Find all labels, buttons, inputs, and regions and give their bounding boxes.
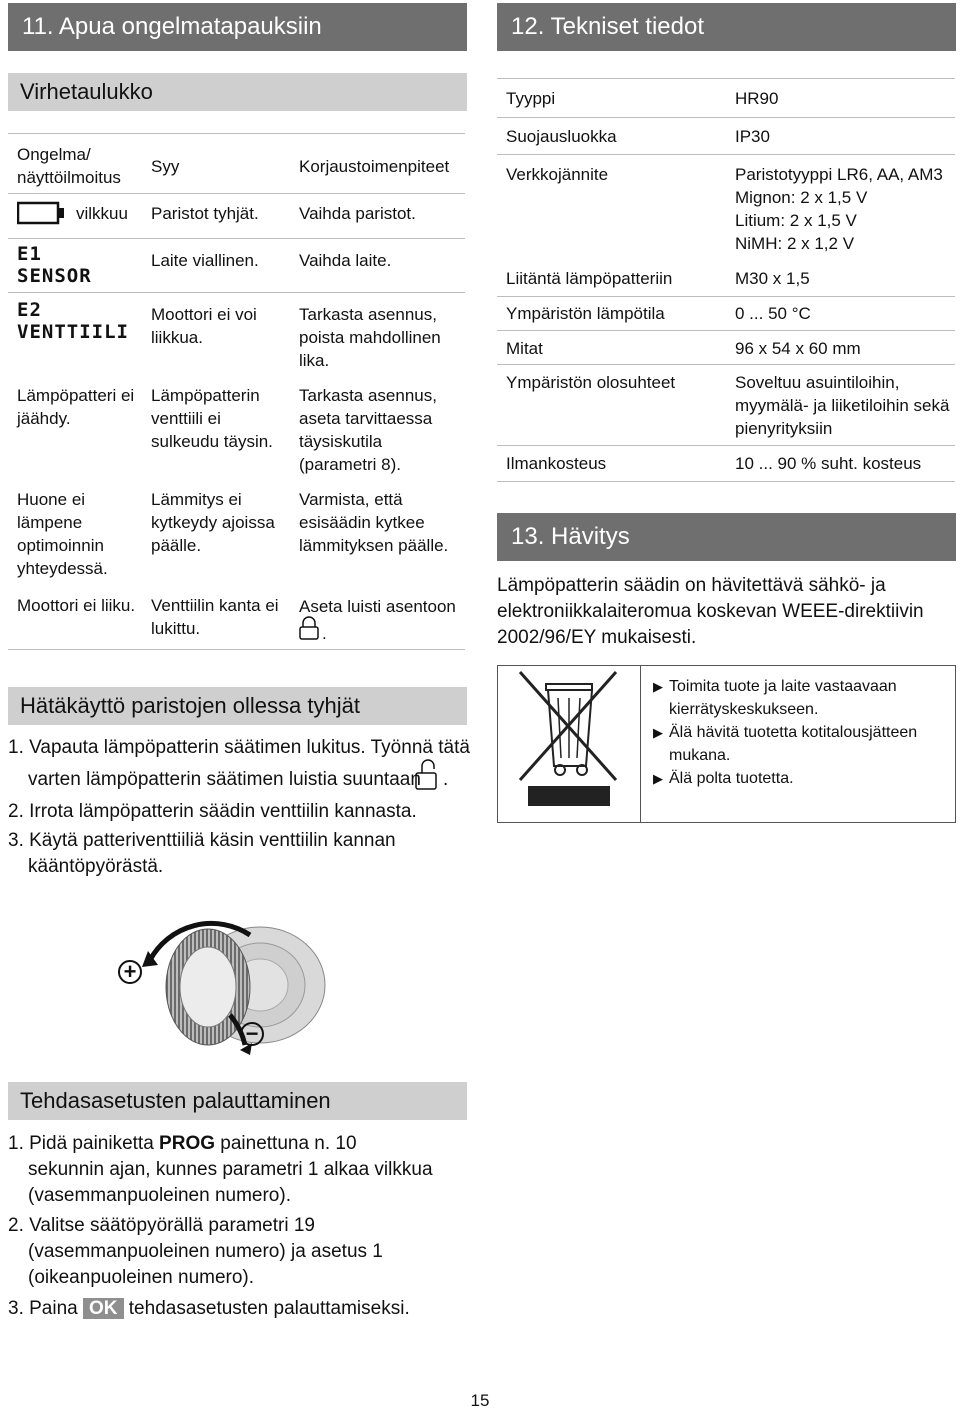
ok-key: OK xyxy=(83,1298,124,1319)
factory-step-1 xyxy=(8,1131,357,1157)
lcd-error-text: SENSOR xyxy=(17,265,92,287)
spec-value: Mignon: 2 x 1,5 V xyxy=(735,188,868,207)
col-header-fix: Korjaustoimenpiteet xyxy=(299,157,450,176)
disposal-text-line: elektroniikkalaiteromua koskevan WEEE-direktiivin xyxy=(497,601,924,622)
factory-step-1-l2: sekunnin ajan, kunnes parametri 1 alkaa vilkkua xyxy=(28,1159,433,1180)
spec-value: HR90 xyxy=(735,89,779,108)
emergency-step-2: 2. Irrota lämpöpatterin säädin venttiilin kannasta. xyxy=(8,801,417,822)
lcd-error-code: E2 xyxy=(17,299,42,321)
factory-step-3-text-end: tehdasasetusten palauttamiseksi. xyxy=(123,1298,410,1319)
table-row-cause: Lämpöpatterin venttiili ei sulkeudu täysin. xyxy=(151,386,273,451)
factory-step-2-l2: (vasemmanpuoleinen numero) ja asetus 1 xyxy=(28,1241,383,1262)
minus-icon: − xyxy=(240,1022,264,1046)
disposal-bullet: ▶ Älä hävitä tuotetta kotitalousjätteen mukana. xyxy=(653,721,917,767)
factory-reset-title: Tehdasasetusten palauttaminen xyxy=(8,1082,467,1120)
fix-period: . xyxy=(322,624,327,643)
table-row-fix: Tarkasta asennus, poista mahdollinen lika. xyxy=(299,305,441,370)
spec-label: Tyyppi xyxy=(506,89,556,108)
disposal-bullet-line: Älä hävitä tuotetta kotitalousjätteen xyxy=(669,724,918,741)
table-row-fix: Varmista, että esisäädin kytkee lämmityksen päälle. xyxy=(299,490,449,555)
col-header-problem: Ongelma/ näyttöilmoitus xyxy=(17,145,121,187)
spec-value: 10 ... 90 % suht. kosteus xyxy=(735,454,922,473)
spec-value: 96 x 54 x 60 mm xyxy=(735,339,861,358)
spec-value: Litium: 2 x 1,5 V xyxy=(735,211,857,230)
crossed-bin-icon xyxy=(498,666,639,821)
spec-label: Ilmankosteus xyxy=(506,454,607,473)
table-row-cause: Laite viallinen. xyxy=(151,251,259,270)
col-header-cause: Syy xyxy=(151,157,180,176)
plus-icon: + xyxy=(118,960,142,984)
spec-label: Ympäristön lämpötila xyxy=(506,304,665,323)
factory-step-3 xyxy=(8,1296,410,1322)
spec-label: Ympäristön olosuhteet xyxy=(506,373,676,392)
disposal-bullet-line: Toimita tuote ja laite vastaavaan xyxy=(669,678,897,695)
lcd-error-code: E1 xyxy=(17,243,42,265)
spec-label: Mitat xyxy=(506,339,543,358)
spec-value: IP30 xyxy=(735,127,770,146)
disposal-text-line: Lämpöpatterin säädin on hävitettävä sähkö- ja xyxy=(497,575,886,596)
table-row-cause: Lämmitys ei kytkeydy ajoissa päälle. xyxy=(151,490,275,555)
lock-closed-icon xyxy=(298,616,320,645)
spec-value: pienyrityksiin xyxy=(735,419,833,438)
table-row-problem: vilkkuu xyxy=(76,204,128,223)
spec-value: myymälä- ja liiketiloihin sekä xyxy=(735,396,950,415)
table-row-fix: Aseta luisti asentoon xyxy=(299,597,456,616)
disposal-bullet: ▶ Toimita tuote ja laite vastaavaan kierrätyskeskukseen. xyxy=(653,675,897,721)
spec-label: Suojausluokka xyxy=(506,127,617,146)
section-13-title: 13. Hävitys xyxy=(497,513,956,561)
disposal-bullet: ▶ Älä polta tuotetta. xyxy=(653,767,794,790)
prog-key: PROG xyxy=(159,1133,215,1154)
section-12-title: 12. Tekniset tiedot xyxy=(497,3,956,51)
spec-label: Liitäntä lämpöpatteriin xyxy=(506,269,673,288)
section-11-title: 11. Apua ongelmatapauksiin xyxy=(8,3,467,51)
emergency-step-3: 3. Käytä patteriventtiiliä käsin venttiilin kannan xyxy=(8,830,396,851)
table-row-problem: Moottori ei liiku. xyxy=(17,596,136,615)
spec-label: Verkkojännite xyxy=(506,165,609,184)
table-row-cause: Paristot tyhjät. xyxy=(151,204,259,223)
table-row-fix: Vaihda paristot. xyxy=(299,204,416,223)
emergency-step-1-end: . xyxy=(443,769,449,790)
spec-value: M30 x 1,5 xyxy=(735,269,810,288)
lcd-error-text: VENTTIILI xyxy=(17,321,129,343)
spec-value: Paristotyyppi LR6, AA, AM3 xyxy=(735,165,943,184)
page-number: 15 xyxy=(470,1391,490,1410)
emergency-step-1: 1. Vapauta lämpöpatterin säätimen lukitus. Työnnä tätä xyxy=(8,737,470,758)
factory-step-1-text: 1. Pidä painiketta xyxy=(8,1133,160,1154)
battery-icon xyxy=(17,201,65,230)
spec-value: NiMH: 2 x 1,2 V xyxy=(735,234,855,253)
table-row-cause: Moottori ei voi liikkua. xyxy=(151,305,257,347)
factory-step-2-l3: (oikeanpuoleinen numero). xyxy=(28,1267,255,1288)
table-row-cause: Venttiilin kanta ei lukittu. xyxy=(151,596,279,638)
valve-illustration xyxy=(110,915,370,1065)
table-row-fix: Tarkasta asennus, aseta tarvittaessa täysiskutila (parametri 8). xyxy=(299,386,437,474)
table-row-fix: Vaihda laite. xyxy=(299,251,392,270)
disposal-text-line: 2002/96/EY mukaisesti. xyxy=(497,627,697,648)
factory-step-3-text: 3. Paina xyxy=(8,1298,83,1319)
factory-step-2: 2. Valitse säätöpyörällä parametri 19 xyxy=(8,1215,315,1236)
spec-value: Soveltuu asuintiloihin, xyxy=(735,373,900,392)
disposal-bullet-line: kierrätyskeskukseen. xyxy=(669,701,819,718)
table-row-problem: Huone ei lämpene optimoinnin yhteydessä. xyxy=(17,490,108,578)
error-table-title: Virhetaulukko xyxy=(8,73,467,111)
emergency-step-1-cont: varten lämpöpatterin säätimen luistia suuntaan xyxy=(28,769,421,790)
disposal-bullet-line: Älä polta tuotetta. xyxy=(669,770,794,787)
factory-step-1-text-end: painettuna n. 10 xyxy=(215,1133,357,1154)
disposal-instructions-box xyxy=(640,665,956,823)
factory-step-1-l3: (vasemmanpuoleinen numero). xyxy=(28,1185,291,1206)
table-row-problem: Lämpöpatteri ei jäähdy. xyxy=(17,386,135,428)
weee-box xyxy=(497,665,641,823)
disposal-text xyxy=(497,573,924,651)
emergency-title: Hätäkäyttö paristojen ollessa tyhjät xyxy=(8,687,467,725)
disposal-bullet-line: mukana. xyxy=(669,747,731,764)
lock-open-icon xyxy=(410,758,444,797)
spec-value: 0 ... 50 °C xyxy=(735,304,811,323)
emergency-step-3-cont: kääntöpyörästä. xyxy=(28,856,164,877)
